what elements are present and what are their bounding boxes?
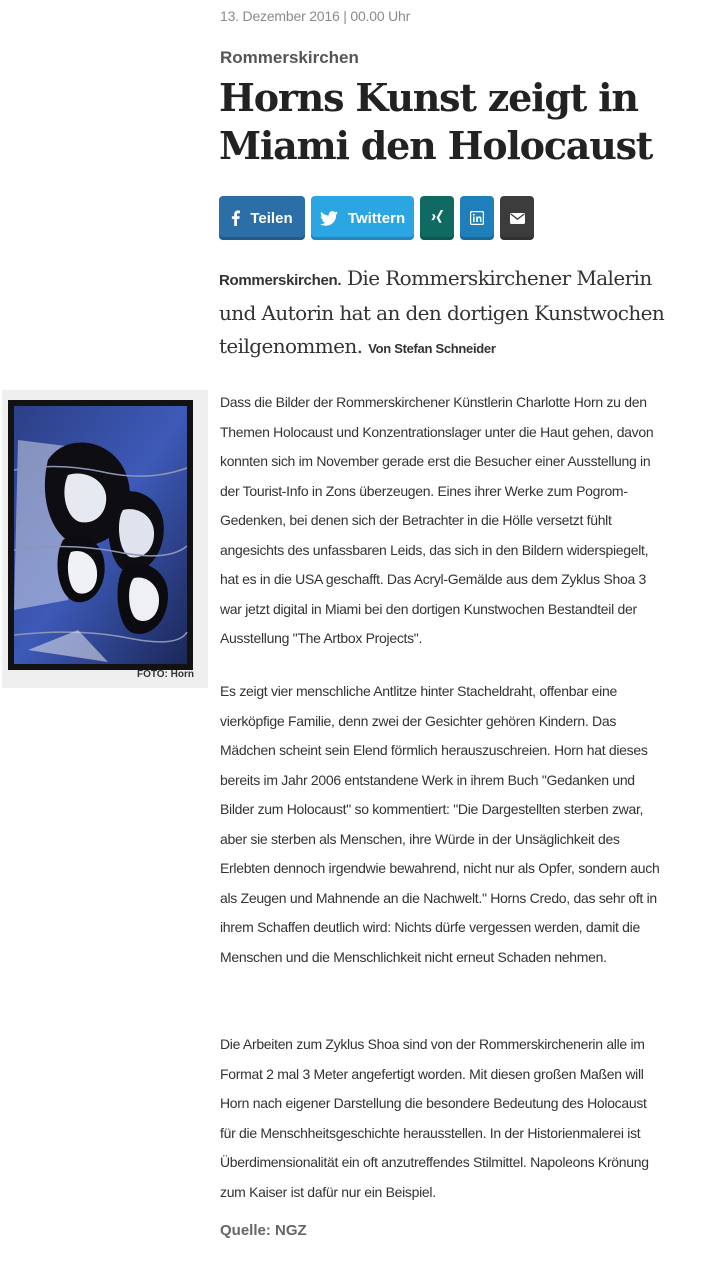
image-caption: FOTO: Horn [136, 669, 194, 680]
paragraph-2: Es zeigt vier menschliche Antlitze hinter Stacheldraht, offenbar eine vierköpfige Familie, denn zwei der Gesichter gehören Kindern. Das Mädchen scheint sein Elend förmlich herauszuschreien. Horn hat dieses bereits im Jahr 2006 entstandene Werk in ihrem Buch "Gedanken und Bilder zum Holocaust" so kommentiert: "Die Dargestellten sterben zwar, aber sie sterben als Menschen, ihre Würde in der Unsäglichkeit des Erlebten dennoch irgendwie bewahrend, nicht nur als Opfer, sondern auch als Zeugen und Mahnende an die Nachwelt." Horns Credo, das sehr oft in ihrem Schaffen deutlich wird: Nichts dürfe vergessen werden, damit die Menschen und die Menschlichkeit nicht erneut Schaden nehmen. [220, 683, 660, 965]
paragraph-3: Die Arbeiten zum Zyklus Shoa sind von der Rommerskirchenerin alle im Format 2 mal 3 Meter angefertigt worden. Mit diesen großen Maßen will Horn nach eigener Darstellung die besondere Bedeutung des Holocaust für die Menschheitsgeschichte herausstellen. In der Historienmalerei ist Überdimensionalität ein oft anzutreffendes Stilmittel. Napoleons Krönung zum Kaiser ist dafür nur ein Beispiel. [220, 1036, 649, 1200]
twitter-icon [320, 211, 338, 226]
linkedin-share-button[interactable] [460, 196, 494, 240]
source-line: Quelle: NGZ [220, 1222, 307, 1239]
email-share-button[interactable] [500, 196, 534, 240]
facebook-icon [231, 210, 240, 226]
facebook-share-label: Teilen [250, 209, 293, 227]
xing-icon [431, 210, 444, 226]
painting-image[interactable] [8, 400, 193, 670]
envelope-icon [510, 213, 525, 224]
lead [219, 262, 689, 365]
share-bar [219, 196, 534, 240]
lead-location: Rommerskirchen. [219, 272, 342, 289]
author-byline: Von Stefan Schneider [368, 341, 496, 356]
article-figure [2, 390, 208, 688]
twitter-share-label: Twittern [347, 209, 406, 227]
kicker: Rommerskirchen [220, 48, 359, 67]
dateline: 13. Dezember 2016 | 00.00 Uhr [220, 8, 411, 24]
paragraph-1: Dass die Bilder der Rommerskirchener Künstlerin Charlotte Horn zu den Themen Holocaust und Konzentrationslager unter die Haut gehen, davon konnten sich im November gerade erst die Besucher einer Ausstellung in der Tourist-Info in Zons überzeugen. Eines ihrer Werke zum Pogrom-Gedenken, bei denen sich der Betrachter in die Hölle versetzt fühlt angesichts des unfassbaren Leids, das sich in den Bildern widerspiegelt, hat es in die USA geschafft. Das Acryl-Gemälde aus dem Zyklus Shoa 3 war jetzt digital in Miami bei den dortigen Kunstwochen Bestandteil der Ausstellung "The Artbox Projects". [220, 394, 654, 646]
facebook-share-button[interactable] [219, 196, 305, 240]
xing-share-button[interactable] [420, 196, 454, 240]
headline: Horns Kunst zeigt in Miami den Holocaust [219, 75, 653, 168]
linkedin-icon [470, 211, 484, 225]
lead-text: Die Rommerskirchener Malerin und Autorin hat an den dortigen Kunstwochen teilgenommen. [219, 266, 665, 358]
twitter-share-button[interactable] [311, 196, 414, 240]
